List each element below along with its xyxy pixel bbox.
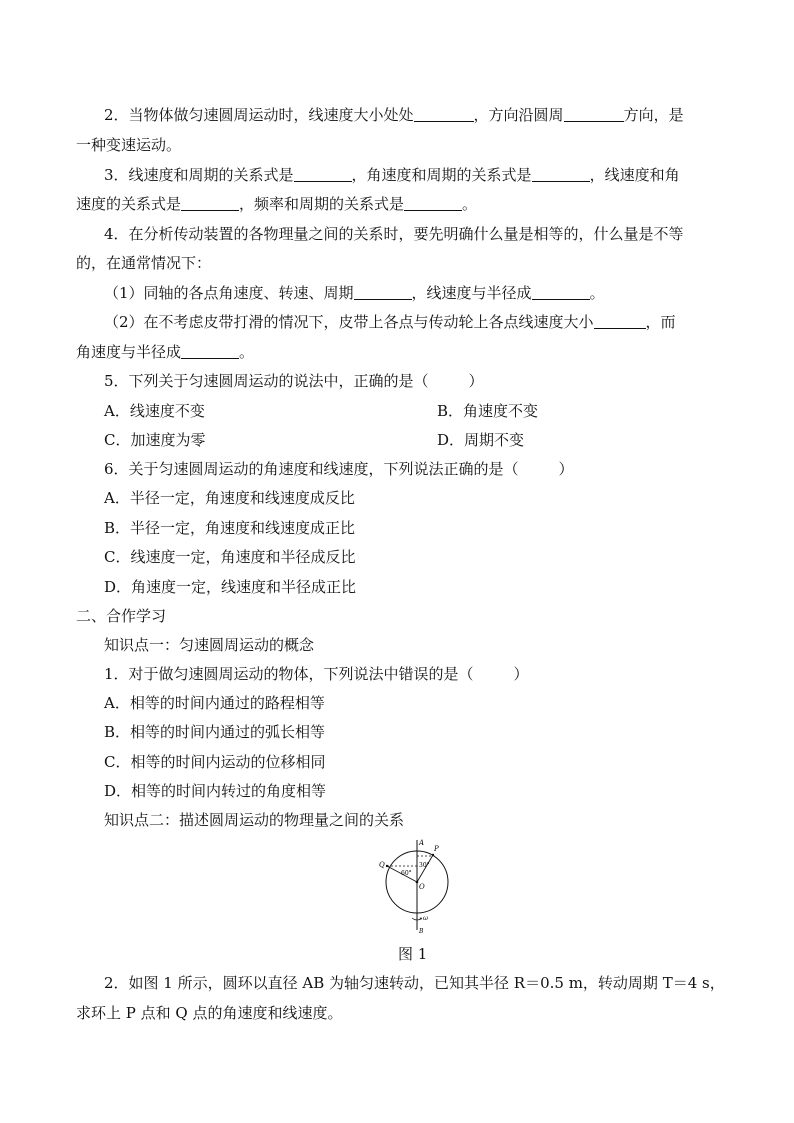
question-5-option-c[interactable]: C．加速度为零 bbox=[104, 431, 206, 449]
question-4-sub-2: （2）在不考虑皮带打滑的情况下，皮带上各点与传动轮上各点线速度大小 ，而 bbox=[104, 313, 676, 331]
label-p: P bbox=[434, 845, 439, 853]
point-q bbox=[386, 865, 388, 867]
question-6-option-b[interactable]: B．半径一定，角速度和线速度成正比 bbox=[104, 519, 356, 537]
figure-1 bbox=[372, 836, 456, 934]
center-point bbox=[416, 881, 419, 884]
knowledge-point-1: 知识点一：匀速圆周运动的概念 bbox=[104, 636, 315, 654]
question-4-line-2: 的，在通常情况下： bbox=[76, 254, 212, 272]
answer-blank[interactable] bbox=[354, 284, 412, 300]
coop-question-2-line-1: 2．如图 1 所示，圆环以直径 AB 为轴匀速转动，已知其半径 R＝0.5 m，转动周期 T＝4 s， bbox=[104, 974, 725, 992]
knowledge-point-2: 知识点二：描述圆周运动的物理量之间的关系 bbox=[104, 811, 405, 829]
answer-blank[interactable] bbox=[181, 343, 239, 359]
question-6-stem: 6．关于匀速圆周运动的角速度和线速度，下列说法正确的是（ ） bbox=[104, 460, 574, 478]
omega-label: ω bbox=[423, 915, 428, 922]
answer-blank[interactable] bbox=[414, 106, 474, 122]
question-3-line-2: 速度的关系式是 ，频率和周期的关系式是 。 bbox=[76, 195, 478, 213]
question-2-line-1: 2．当物体做匀速圆周运动时，线速度大小处处 ，方向沿圆周 方向，是 bbox=[104, 106, 684, 124]
answer-blank[interactable] bbox=[532, 284, 590, 300]
question-5-option-a[interactable]: A．线速度不变 bbox=[104, 402, 205, 420]
question-6-option-c[interactable]: C．线速度一定，角速度和半径成反比 bbox=[104, 548, 356, 566]
label-q: Q bbox=[379, 861, 385, 869]
answer-blank[interactable] bbox=[594, 313, 646, 329]
question-5-option-b[interactable]: B．角速度不变 bbox=[437, 402, 539, 420]
answer-blank[interactable] bbox=[181, 195, 239, 211]
answer-blank[interactable] bbox=[294, 166, 352, 182]
coop-question-1-option-d[interactable]: D．相等的时间内转过的角度相等 bbox=[104, 782, 327, 800]
question-2-line-2: 一种变速运动。 bbox=[76, 136, 182, 154]
answer-blank[interactable] bbox=[564, 106, 624, 122]
question-6-option-d[interactable]: D．角速度一定，线速度和半径成正比 bbox=[104, 578, 357, 596]
question-4-sub-2-line-2: 角速度与半径成 。 bbox=[76, 343, 255, 361]
circle-diagram bbox=[372, 836, 456, 934]
question-3-line-1: 3．线速度和周期的关系式是 ，角速度和周期的关系式是 ，线速度和角 bbox=[104, 166, 680, 184]
label-a: A bbox=[419, 839, 425, 847]
angle-60-label: 60° bbox=[401, 870, 412, 877]
figure-caption: 图 1 bbox=[398, 945, 428, 963]
point-p bbox=[432, 854, 434, 856]
label-o: O bbox=[419, 883, 425, 891]
answer-blank[interactable] bbox=[532, 166, 590, 182]
coop-question-1-option-a[interactable]: A．相等的时间内通过的路程相等 bbox=[104, 694, 325, 712]
coop-question-1-option-c[interactable]: C．相等的时间内运动的位移相同 bbox=[104, 753, 326, 771]
question-5-option-d[interactable]: D．周期不变 bbox=[437, 431, 525, 449]
question-4-line-1: 4．在分析传动装置的各物理量之间的关系时，要先明确什么量是相等的，什么量是不等 bbox=[104, 225, 684, 243]
label-b: B bbox=[419, 928, 424, 934]
coop-question-1-option-b[interactable]: B．相等的时间内通过的弧长相等 bbox=[104, 723, 326, 741]
question-5-stem: 5．下列关于匀速圆周运动的说法中，正确的是（ ） bbox=[104, 372, 484, 390]
question-6-option-a[interactable]: A．半径一定，角速度和线速度成反比 bbox=[104, 489, 355, 507]
coop-question-1-stem: 1．对于做匀速圆周运动的物体，下列说法中错误的是（ ） bbox=[104, 665, 529, 683]
section-2-title: 二、合作学习 bbox=[76, 607, 167, 625]
question-4-sub-1: （1）同轴的各点角速度、转速、周期 ，线速度与半径成 。 bbox=[104, 284, 605, 302]
answer-blank[interactable] bbox=[404, 195, 462, 211]
angle-30-label: 30° bbox=[419, 862, 430, 869]
coop-question-2-line-2: 求环上 P 点和 Q 点的角速度和线速度。 bbox=[76, 1004, 343, 1022]
